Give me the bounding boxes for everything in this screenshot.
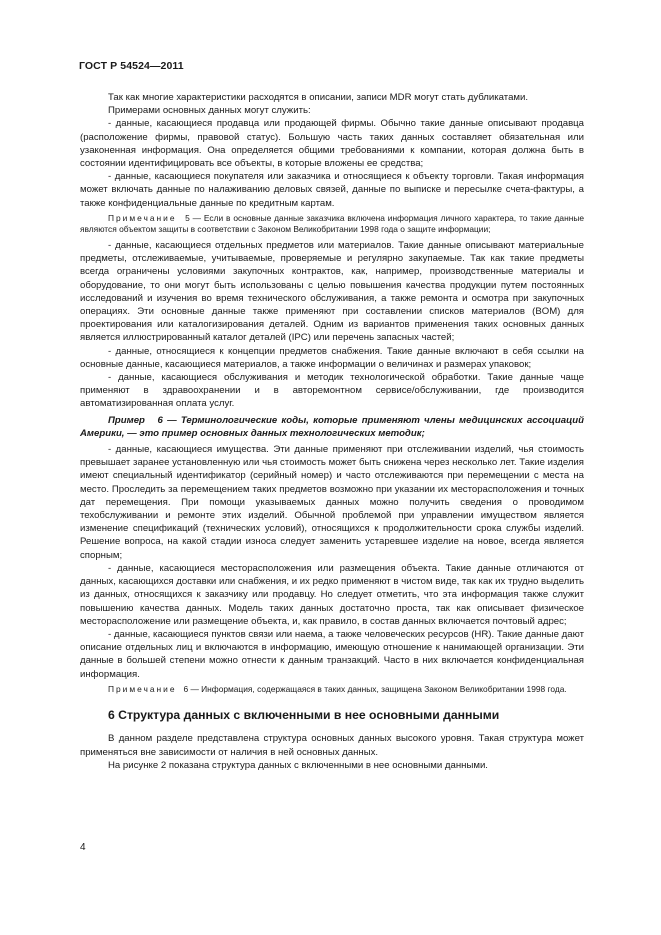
example-text: 6 — Терминологические коды, которые применяют члены медицинских ассоциаций Америки, — это пример основных данных технологических методик;	[80, 414, 584, 439]
note-6	[80, 684, 584, 696]
paragraph: В данном разделе представлена структура основных данных высокого уровня. Такая структура может применяться вне зависимости от наличия в ней основных данных.	[80, 733, 584, 758]
note-5	[80, 213, 584, 236]
list-item: - данные, касающиеся пунктов связи или наема, а также человеческих ресурсов (HR). Такие данные дают описание отдельных лиц и включаются в информацию, имеющую отношение к нанимающей организации. Эти данные в большей степени можно отнести к данным транзакций. Часто в них включается конфиденциальная информация.	[80, 628, 584, 680]
standard-header: ГОСТ Р 54524—2011	[79, 60, 184, 72]
paragraph: Примерами основных данных могут служить:	[108, 105, 311, 117]
list-item: - данные, касающиеся обслуживания и методик технологической обработки. Такие данные чаще применяют в здравоохранении и в авторемонтном сервисе/обслуживании, где производится автоматизированная оплата услуг.	[80, 372, 584, 410]
list-item: - данные, относящиеся к концепции предметов снабжения. Такие данные включают в себя ссылки на основные данные, касающиеся материалов, а также информации о величинах и размерах упаковок;	[80, 345, 584, 370]
note-label: Примечание	[108, 683, 177, 694]
list-item: - данные, касающиеся продавца или продающей фирмы. Обычно такие данные описывают продавца (расположение фирмы, правовой статус). Большую часть таких данных составляет обязательная или узаконенная информация. Она определяется общими требованиями к компании, которая должна быть в состоянии идентифицировать все объекты, в которые вложены ее средства;	[80, 118, 584, 170]
page-number: 4	[80, 842, 86, 853]
list-item: - данные, касающиеся имущества. Эти данные применяют при отслеживании изделий, чья стоимость превышает заранее установленную или чья стоимость может быть снижена через несколько лет. Такие изделия имеют специальный идентификатор (серийный номер) и часто отслеживаются при перемещении с места на место. Проследить за перемещением таких предметов возможно при указании их месторасположения и точных дат перемещения. При помощи указываемых данных можно получить сведения о проводимом техобслуживании и ремонте этих изделий. Обычной проблемой при управлении имуществом является изменение спецификаций (технических условий), относящихся к продолжительности срока службы изделий. Решение вопроса, на какой стадии износа следует заменить устаревшее изделие на новое, всегда является спорным;	[80, 444, 584, 561]
example-label: Пример	[108, 414, 145, 426]
paragraph: На рисунке 2 показана структура данных с включенными в нее основными данными.	[108, 759, 488, 771]
page-body	[80, 91, 584, 772]
list-item: - данные, касающиеся месторасположения или размещения объекта. Такие данные отличаются от данных, касающихся доставки или снабжения, и их редко применяют в чистом виде, так как их трудно выделить из данных, относящихся к заказчику или продавцу. Но следует отметить, что эта информация также служит повышению качества данных. Модель таких данных достаточно проста, так как описывает физическое месторасположение или размещение объекта, и, как правило, в состав данных включается почтовый адрес;	[80, 562, 584, 627]
section-heading: 6 Структура данных с включенными в нее основными данными	[108, 708, 500, 723]
note-label: Примечание	[108, 212, 177, 223]
note-text: 6 — Информация, содержащаяся в таких данных, защищена Законом Великобритании 1998 года.	[183, 683, 567, 694]
list-item: - данные, касающиеся отдельных предметов или материалов. Такие данные описывают материальные предметы, отслеживаемые, учитываемые, проверяемые и регулярно закупаемые. Так как такие предметы всегда ограничены условиями закупочных контрактов, как, например, производственные материалы и оборудование, то они могут быть использованы с целью повышения качества продукции путем постоянных исследований и изучения во время технического обслуживания, а также ремонта и осмотра при закупочных операциях. Эти основные данные также применяют при составлении списков материалов (BOM) для проектирования или каталогизирования деталей. Одним из вариантов применения таких основных данных является иллюстрированный каталог деталей (IPC) или перечень запасных частей;	[80, 240, 584, 344]
example-6	[80, 414, 584, 440]
paragraph: Так как многие характеристики расходятся в описании, записи MDR могут стать дубликатами.	[108, 92, 529, 103]
note-text: 5 — Если в основные данные заказчика включена информация личного характера, то такие данные являются объектом защиты в соответствии с Законом Великобритании 1998 года о защите информации;	[80, 212, 585, 235]
list-item: - данные, касающиеся покупателя или заказчика и относящиеся к объекту торговли. Такая информация может включать данные по налаживанию деловых связей, данные по выписке и пересылке счета-фактуры, а также конфиденциальные данные по кредитным картам.	[80, 171, 584, 209]
